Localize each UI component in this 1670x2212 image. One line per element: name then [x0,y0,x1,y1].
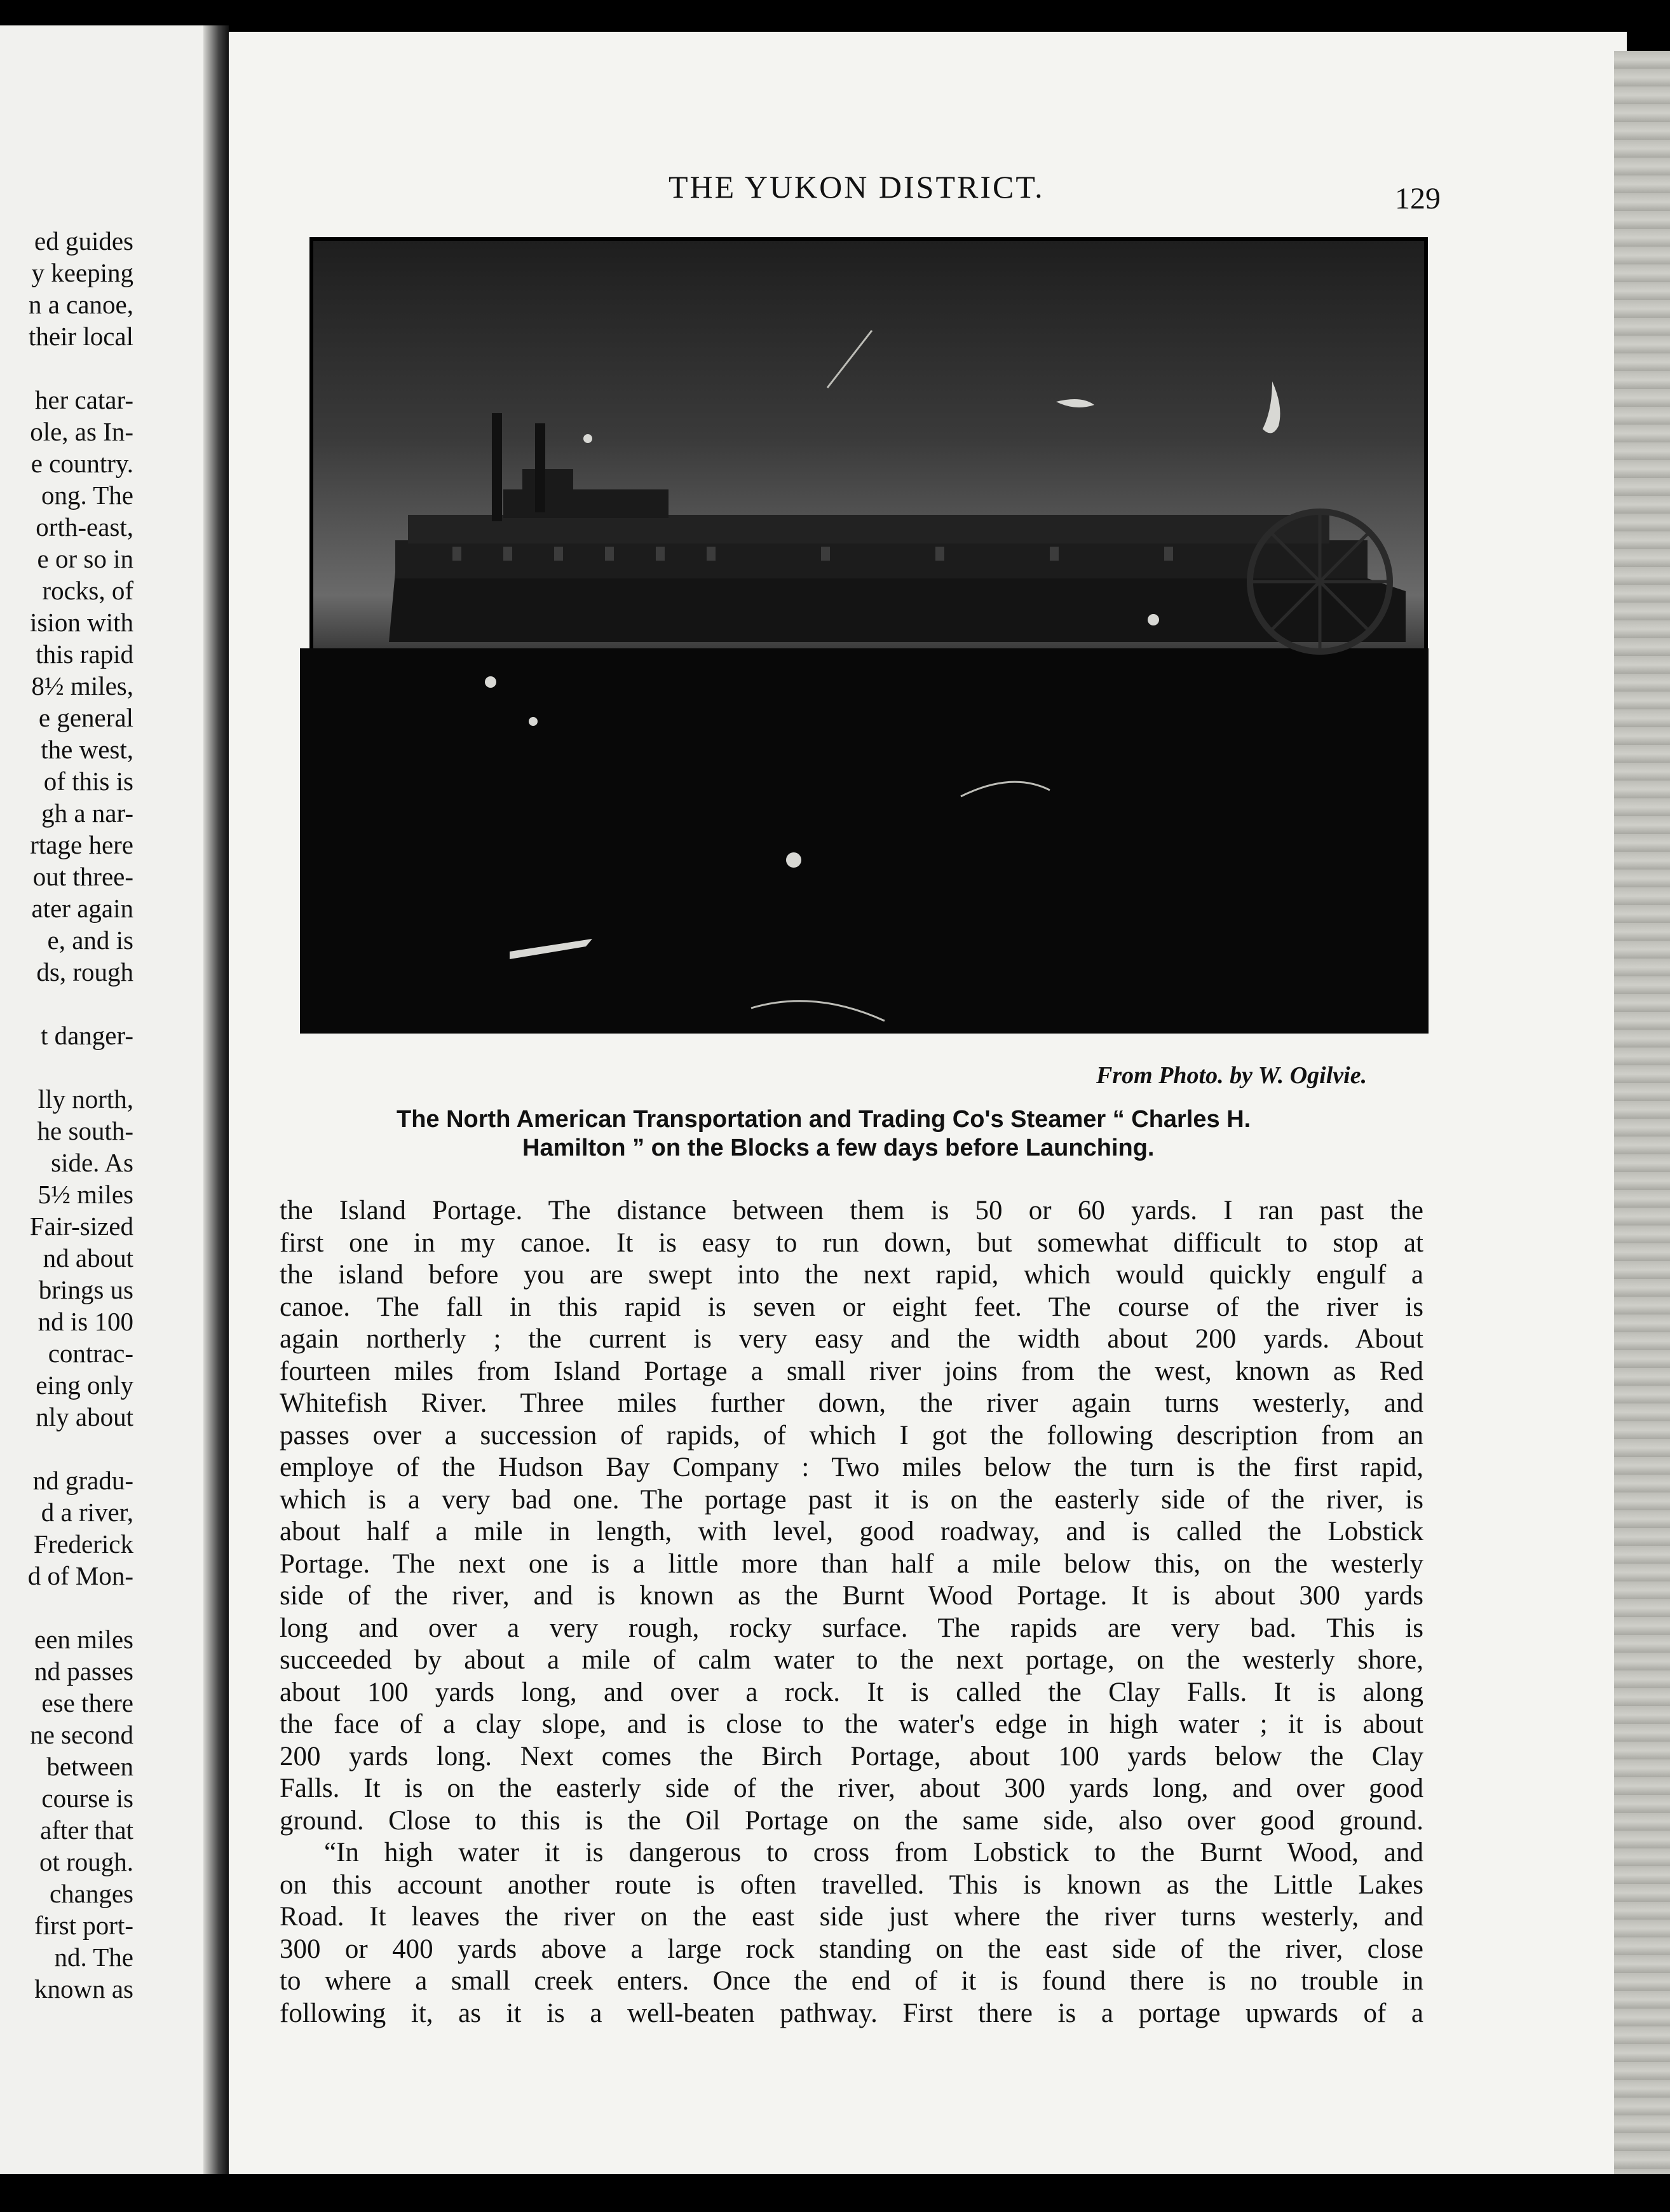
previous-page-line: orth-east, [36,512,133,542]
body-text-line: to where a small creek enters. Once the end of it is found there is no trouble in [280,1966,1423,1996]
body-text-line: following it, as it is a well-beaten pathway. First there is a portage upwards of a [280,1998,1423,2028]
body-text-line: Road. It leaves the river on the east side just where the river turns westerly, and [280,1902,1423,1932]
body-text-line: about 100 yards long, and over a rock. It is called the Clay Falls. It is along [280,1677,1423,1707]
previous-page-line: y keeping [31,258,133,287]
previous-page-line: side. As [51,1148,133,1177]
body-text-line: ground. Close to this is the Oil Portage on the same side, also over good ground. [280,1805,1423,1836]
figure-caption-line: Hamilton ” on the Blocks a few days before Launching. [522,1135,1155,1161]
previous-page-line: ese there [41,1688,133,1717]
previous-page-line: changes [49,1879,133,1908]
body-text-line: again northerly ; the current is very easy and the width about 200 yards. About [280,1324,1423,1354]
body-text-line: side of the river, and is known as the Burnt Wood Portage. It is about 300 yards [280,1581,1423,1611]
previous-page-line: Frederick [33,1529,133,1559]
previous-page-line: d of Mon- [27,1561,133,1590]
previous-page-line: ole, as In- [30,417,133,446]
previous-page-line: out three- [32,862,133,891]
previous-page-line: 5½ miles [37,1180,133,1209]
previous-page-line: between [46,1752,133,1781]
body-text-line: about half a mile in length, with level, good roadway, and is called the Lobstick [280,1517,1423,1546]
previous-page-line: this rapid [36,639,133,669]
body-text-line: succeeded by about a mile of calm water to the next portage, on the westerly shore, [280,1645,1423,1675]
body-text-line: employe of the Hudson Bay Company : Two miles below the turn is the first rapid, [280,1452,1423,1482]
body-text-line: canoe. The fall in this rapid is seven or eight feet. The course of the river is [280,1292,1423,1322]
body-text-line: Whitefish River. Three miles further down, the river again turns westerly, and [280,1388,1423,1418]
previous-page-line: first port- [34,1911,133,1940]
previous-page-line: Fair-sized [29,1212,133,1241]
previous-page-fragment [0,25,203,2174]
previous-page-line: of this is [43,767,133,796]
previous-page-line: their local [28,322,133,351]
steamer-photo-image [300,235,1429,1034]
previous-page-line: rocks, of [42,576,133,605]
running-head: THE YUKON DISTRICT. [669,169,1045,205]
previous-page-line: ater again [31,894,133,923]
previous-page-line: course is [41,1784,133,1813]
previous-page-line: 8½ miles, [31,671,133,700]
previous-page-line: e or so in [37,544,133,573]
previous-page-line: eing only [36,1370,133,1400]
page-edge [1614,51,1670,2174]
body-text-line: 300 or 400 yards above a large rock standing on the east side of the river, close [280,1934,1423,1964]
body-text-line: the face of a clay slope, and is close to the water's edge in high water ; it is about [280,1709,1423,1739]
page-gutter [203,25,229,2174]
previous-page-line: after that [40,1815,133,1845]
previous-page-line: e, and is [47,925,133,955]
photo-credit: From Photo. by W. Ogilvie. [1096,1062,1368,1089]
previous-page-line: t danger- [40,1021,133,1050]
previous-page-line: ds, rough [36,957,133,987]
previous-page-line: rtage here [30,830,133,859]
previous-page-line: contrac- [48,1339,133,1368]
previous-page-line: e country. [31,449,133,478]
previous-page-line: ong. The [41,481,133,510]
previous-page-line: nd gradu- [32,1466,133,1495]
previous-page-line: n a canoe, [28,290,133,319]
body-text-line: the island before you are swept into the next rapid, which would quickly engulf a [280,1260,1423,1290]
body-text-line: passes over a succession of rapids, of which I got the following description from an [280,1420,1423,1451]
body-text-line: “In high water it is dangerous to cross from Lobstick to the Burnt Wood, and [324,1838,1423,1867]
previous-page-line: ed guides [34,226,133,256]
body-text-line: the Island Portage. The distance between them is 50 or 60 yards. I ran past the [280,1196,1423,1225]
previous-page-line: he south- [37,1116,133,1145]
body-text-line: long and over a very rough, rocky surface. The rapids are very bad. This is [280,1613,1423,1643]
previous-page-line: known as [34,1974,133,2004]
body-text-line: Portage. The next one is a little more than half a mile below this, on the westerly [280,1548,1423,1579]
previous-page-line: nd. The [54,1942,133,1972]
previous-page-line: e general [38,703,133,732]
previous-page-line: nd about [43,1243,133,1273]
previous-page-line: ision with [30,608,133,637]
page-number: 129 [1395,182,1441,215]
body-text-line: on this account another route is often travelled. This is known as the Little Lakes [280,1869,1423,1900]
body-text-line: Falls. It is on the easterly side of the river, about 300 yards long, and over good [280,1773,1423,1803]
previous-page-line: gh a nar- [41,798,133,828]
body-text-line: which is a very bad one. The portage past it is on the easterly side of the river, is [280,1484,1423,1515]
body-text-line: 200 yards long. Next comes the Birch Portage, about 100 yards below the Clay [280,1741,1423,1772]
previous-page-line: nd is 100 [37,1307,133,1336]
previous-page-line: brings us [38,1275,133,1304]
previous-page-line: the west, [41,735,133,764]
previous-page-line: lly north, [37,1084,133,1114]
previous-page-line: nd passes [34,1656,133,1686]
previous-page-line: nly about [36,1402,133,1431]
body-text-line: fourteen miles from Island Portage a small river joins from the west, known as Red [280,1356,1423,1386]
steamer-photograph [300,235,1429,1034]
previous-page-line: ot rough. [39,1847,133,1876]
body-text [280,1195,1423,2030]
previous-page-line: d a river, [41,1498,133,1527]
previous-page-line: een miles [34,1625,133,1654]
previous-page-line: her catar- [34,385,133,414]
figure-caption-line: The North American Transportation and Trading Co's Steamer “ Charles H. [397,1106,1251,1133]
body-text-line: first one in my canoe. It is easy to run down, but somewhat difficult to stop at [280,1227,1423,1258]
previous-page-line: ne second [30,1720,133,1749]
